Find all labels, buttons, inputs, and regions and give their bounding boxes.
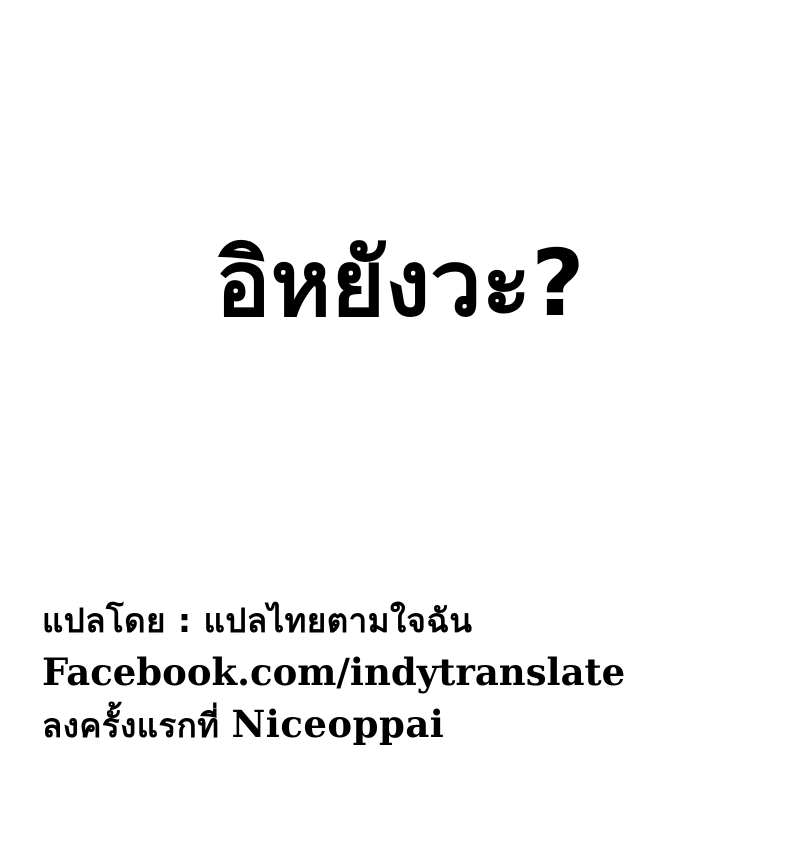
facebook-credit-line: Facebook.com/indytranslate xyxy=(42,650,626,694)
source-credit-line xyxy=(42,698,758,752)
source-credit-thai: ลงครั้งแรกที่ xyxy=(42,706,232,745)
translator-credit-line: แปลโดย : แปลไทยตามใจฉัน xyxy=(42,601,473,640)
credits-block xyxy=(42,596,758,752)
source-credit-site-name: Niceoppai xyxy=(231,702,445,746)
main-dialogue-text: อิหยังวะ? xyxy=(215,230,585,337)
